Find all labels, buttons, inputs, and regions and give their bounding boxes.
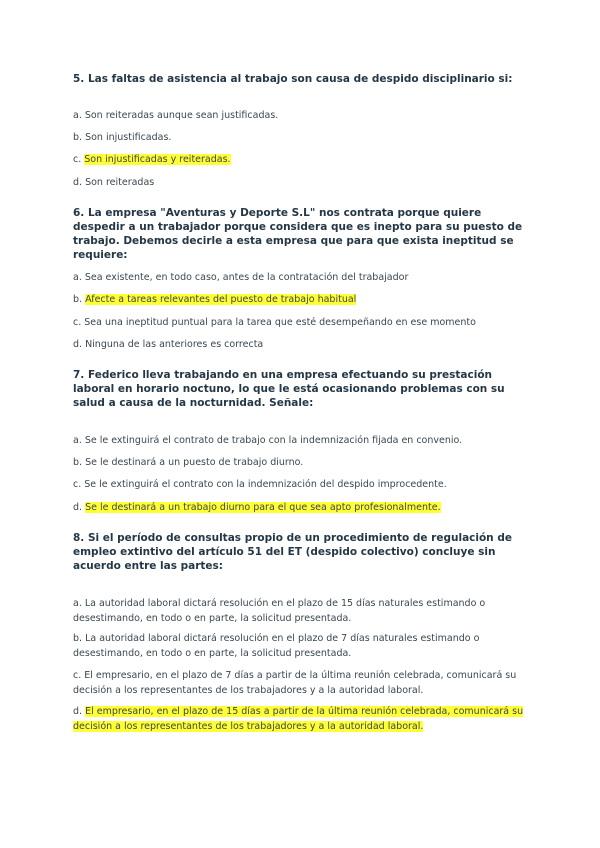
question-6-option-d <box>73 337 533 352</box>
question-5-option-b <box>73 130 533 145</box>
option-letter: d. <box>73 502 83 513</box>
option-text: Son reiteradas <box>85 177 155 188</box>
option-letter: a. <box>73 272 82 283</box>
option-letter: c. <box>73 317 82 328</box>
question-8-option-b <box>73 631 533 661</box>
highlighted-answer: Se le destinará a un trabajo diurno para el que sea apto profesionalmente. <box>85 502 441 513</box>
option-text: Son reiteradas aunque sean justificadas. <box>84 110 279 121</box>
highlighted-answer: Son injustificadas y reiteradas. <box>84 154 231 165</box>
option-letter: d. <box>73 177 83 188</box>
option-text: La autoridad laboral dictará resolución en el plazo de 7 días naturales estimando o desestimando, en todo o en parte, la solicitud presentada. <box>73 633 480 659</box>
option-text: Sea existente, en todo caso, antes de la contratación del trabajador <box>84 272 409 283</box>
option-letter: a. <box>73 435 82 446</box>
option-text: Se le extinguirá el contrato de trabajo con la indemnización fijada en convenio. <box>84 435 463 446</box>
option-text: Sea una ineptitud puntual para la tarea que esté desempeñando en ese momento <box>84 317 476 328</box>
option-text: Ninguna de las anteriores es correcta <box>85 339 264 350</box>
question-6-option-b <box>73 292 533 307</box>
question-8-option-c <box>73 668 533 698</box>
question-6-option-a <box>73 270 533 285</box>
option-letter: b. <box>73 132 83 143</box>
question-5-text: 5. Las faltas de asistencia al trabajo son causa de despido disciplinario si: <box>73 73 513 85</box>
option-text: La autoridad laboral dictará resolución en el plazo de 15 días naturales estimando o desestimando, en todo o en parte, la solicitud presentada. <box>73 598 486 624</box>
option-letter: a. <box>73 110 82 121</box>
option-letter: c. <box>73 479 82 490</box>
question-8-option-d <box>73 704 533 734</box>
question-8-option-a <box>73 596 533 626</box>
highlighted-answer: Afecte a tareas relevantes del puesto de trabajo habitual <box>85 294 357 305</box>
option-letter: d. <box>73 706 83 717</box>
question-8-text: 8. Si el período de consultas propio de un procedimiento de regulación de empleo extintivo del artículo 51 del ET (despido colectivo) concluye sin acuerdo entre las partes: <box>73 532 512 572</box>
option-letter: a. <box>73 598 82 609</box>
option-text: El empresario, en el plazo de 7 días a partir de la última reunión celebrada, comunicará su decisión a los representantes de los trabajadores y a la autoridad laboral. <box>73 670 517 696</box>
option-letter: b. <box>73 457 83 468</box>
option-letter: c. <box>73 670 82 681</box>
question-5-option-c <box>73 152 533 167</box>
question-7-option-b <box>73 455 533 470</box>
option-letter: c. <box>73 154 82 165</box>
option-text: Se le destinará a un puesto de trabajo diurno. <box>85 457 304 468</box>
option-letter: b. <box>73 633 83 644</box>
question-5-option-d <box>73 175 533 190</box>
option-letter: d. <box>73 339 83 350</box>
question-7-option-a <box>73 433 533 448</box>
highlighted-answer: El empresario, en el plazo de 15 días a partir de la última reunión celebrada, comunicará su decisión a los representantes de los trabajadores y a la autoridad laboral. <box>73 706 524 732</box>
question-7-option-c <box>73 477 533 492</box>
question-6-option-c <box>73 315 533 330</box>
option-letter: b. <box>73 294 83 305</box>
option-text: Son injustificadas. <box>85 132 172 143</box>
question-6-text: 6. La empresa "Aventuras y Deporte S.L" nos contrata porque quiere despedir a un trabajador porque considera que es inepto para su puesto de trabajo. Debemos decirle a esta empresa que para que exista ineptitud se requiere: <box>73 207 523 261</box>
option-text: Se le extinguirá el contrato con la indemnización del despido improcedente. <box>84 479 447 490</box>
question-7-option-d <box>73 500 533 515</box>
question-7-text: 7. Federico lleva trabajando en una empresa efectuando su prestación laboral en horario noctuno, lo que le está ocasionando problemas con su salud a causa de la nocturnidad. Señale: <box>73 369 505 409</box>
question-5-option-a <box>73 108 533 123</box>
